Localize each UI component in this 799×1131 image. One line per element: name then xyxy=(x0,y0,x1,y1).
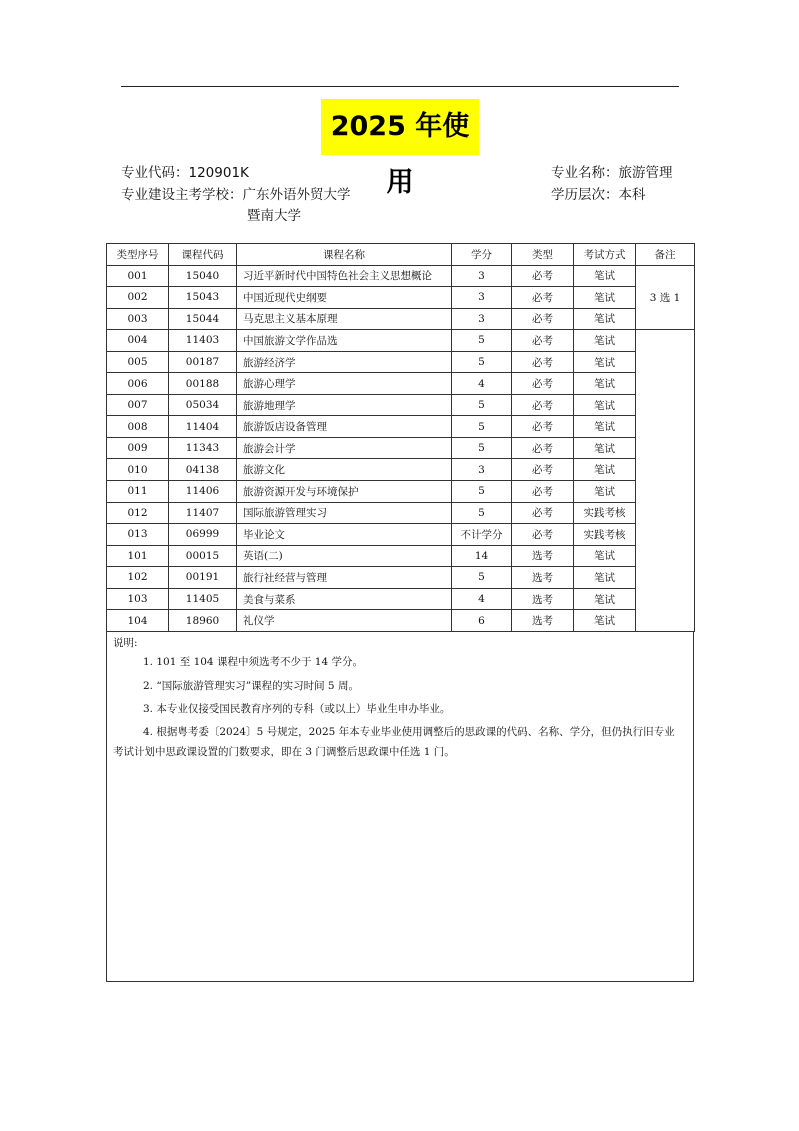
cell-seq: 008 xyxy=(107,416,169,438)
cell-credit: 5 xyxy=(452,437,512,459)
note-item: 4. 根据粤考委〔2024〕5 号规定，2025 年本专业毕业使用调整后的思政课的代码、名称、学分，但仍执行旧专业考试计划中思政课设置的门数要求，即在 3 门调整后思政课中任选 1 门。 xyxy=(113,726,675,758)
cell-credit: 5 xyxy=(452,416,512,438)
cell-type: 选考 xyxy=(512,567,574,589)
cell-code: 04138 xyxy=(169,459,237,481)
cell-seq: 102 xyxy=(107,567,169,589)
col-header-seq: 类型序号 xyxy=(107,244,169,266)
table-row xyxy=(107,351,695,373)
col-header-credit: 学分 xyxy=(452,244,512,266)
cell-seq: 011 xyxy=(107,481,169,503)
cell-name: 国际旅游管理实习 xyxy=(237,502,452,524)
cell-code: 11406 xyxy=(169,481,237,503)
school-name-2: 暨南大学 xyxy=(247,208,301,224)
cell-credit: 5 xyxy=(452,502,512,524)
cell-exam: 笔试 xyxy=(574,373,636,395)
cell-code: 18960 xyxy=(169,610,237,632)
cell-seq: 104 xyxy=(107,610,169,632)
table-row xyxy=(107,502,695,524)
cell-seq: 007 xyxy=(107,394,169,416)
cell-name: 旅游饭店设备管理 xyxy=(237,416,452,438)
table-header-row xyxy=(107,244,695,266)
cell-exam: 实践考核 xyxy=(574,502,636,524)
cell-exam: 笔试 xyxy=(574,545,636,567)
cell-type: 必考 xyxy=(512,265,574,287)
cell-credit: 5 xyxy=(452,567,512,589)
cell-name: 旅游心理学 xyxy=(237,373,452,395)
col-header-remark: 备注 xyxy=(636,244,695,266)
cell-credit: 4 xyxy=(452,373,512,395)
cell-type: 必考 xyxy=(512,394,574,416)
cell-seq: 103 xyxy=(107,588,169,610)
cell-name: 旅游文化 xyxy=(237,459,452,481)
note-item: 1. 101 至 104 课程中须选考不少于 14 学分。 xyxy=(143,656,363,668)
cell-type: 必考 xyxy=(512,330,574,352)
cell-seq: 012 xyxy=(107,502,169,524)
cell-code: 00191 xyxy=(169,567,237,589)
notes-box xyxy=(106,632,694,982)
cell-exam: 笔试 xyxy=(574,351,636,373)
cell-code: 06999 xyxy=(169,524,237,546)
cell-name: 礼仪学 xyxy=(237,610,452,632)
cell-remark-choose-one: 3 选 1 xyxy=(636,265,695,330)
table-row xyxy=(107,437,695,459)
cell-credit: 5 xyxy=(452,330,512,352)
table-row xyxy=(107,567,695,589)
cell-credit: 不计学分 xyxy=(452,524,512,546)
col-header-type: 类型 xyxy=(512,244,574,266)
cell-credit: 5 xyxy=(452,351,512,373)
school-label: 专业建设主考学校：广东外语外贸大学 xyxy=(121,187,351,203)
cell-code: 11403 xyxy=(169,330,237,352)
cell-type: 必考 xyxy=(512,524,574,546)
table-row xyxy=(107,481,695,503)
cell-seq: 006 xyxy=(107,373,169,395)
cell-exam: 笔试 xyxy=(574,437,636,459)
cell-type: 必考 xyxy=(512,481,574,503)
cell-type: 必考 xyxy=(512,459,574,481)
table-row xyxy=(107,308,695,330)
cell-type: 选考 xyxy=(512,610,574,632)
cell-seq: 013 xyxy=(107,524,169,546)
cell-exam: 实践考核 xyxy=(574,524,636,546)
cell-code: 11407 xyxy=(169,502,237,524)
col-header-name: 课程名称 xyxy=(237,244,452,266)
cell-exam: 笔试 xyxy=(574,567,636,589)
cell-seq: 002 xyxy=(107,287,169,309)
cell-exam: 笔试 xyxy=(574,394,636,416)
cell-credit: 3 xyxy=(452,459,512,481)
cell-exam: 笔试 xyxy=(574,610,636,632)
cell-name: 习近平新时代中国特色社会主义思想概论 xyxy=(237,265,452,287)
cell-exam: 笔试 xyxy=(574,330,636,352)
cell-exam: 笔试 xyxy=(574,308,636,330)
table-row xyxy=(107,394,695,416)
note-item: 3. 本专业仅接受国民教育序列的专科（或以上）毕业生申办毕业。 xyxy=(143,703,451,715)
cell-seq: 009 xyxy=(107,437,169,459)
table-row xyxy=(107,416,695,438)
major-name: 专业名称：旅游管理 xyxy=(551,165,673,181)
cell-name: 马克思主义基本原理 xyxy=(237,308,452,330)
cell-code: 15044 xyxy=(169,308,237,330)
cell-type: 选考 xyxy=(512,545,574,567)
cell-code: 11405 xyxy=(169,588,237,610)
cell-remark-empty xyxy=(636,330,695,632)
cell-name: 中国近现代史纲要 xyxy=(237,287,452,309)
course-table xyxy=(106,243,695,632)
cell-code: 00188 xyxy=(169,373,237,395)
cell-name: 旅游经济学 xyxy=(237,351,452,373)
cell-type: 必考 xyxy=(512,373,574,395)
cell-name: 旅行社经营与管理 xyxy=(237,567,452,589)
cell-type: 必考 xyxy=(512,502,574,524)
table-row xyxy=(107,545,695,567)
cell-credit: 3 xyxy=(452,287,512,309)
cell-seq: 010 xyxy=(107,459,169,481)
note-item: 2. “国际旅游管理实习”课程的实习时间 5 周。 xyxy=(143,680,359,692)
cell-type: 选考 xyxy=(512,588,574,610)
cell-exam: 笔试 xyxy=(574,459,636,481)
table-row xyxy=(107,588,695,610)
cell-exam: 笔试 xyxy=(574,265,636,287)
cell-code: 11343 xyxy=(169,437,237,459)
cell-exam: 笔试 xyxy=(574,588,636,610)
cell-credit: 6 xyxy=(452,610,512,632)
cell-credit: 5 xyxy=(452,394,512,416)
education-level: 学历层次：本科 xyxy=(551,187,646,203)
table-row xyxy=(107,287,695,309)
cell-credit: 4 xyxy=(452,588,512,610)
cell-name: 旅游资源开发与环境保护 xyxy=(237,481,452,503)
cell-code: 05034 xyxy=(169,394,237,416)
cell-code: 00015 xyxy=(169,545,237,567)
cell-exam: 笔试 xyxy=(574,481,636,503)
major-code: 专业代码：120901K xyxy=(121,165,249,181)
cell-seq: 101 xyxy=(107,545,169,567)
table-row xyxy=(107,265,695,287)
table-row xyxy=(107,610,695,632)
table-row xyxy=(107,373,695,395)
cell-type: 必考 xyxy=(512,351,574,373)
table-row xyxy=(107,524,695,546)
table-row xyxy=(107,330,695,352)
col-header-code: 课程代码 xyxy=(169,244,237,266)
cell-code: 00187 xyxy=(169,351,237,373)
cell-code: 15040 xyxy=(169,265,237,287)
cell-seq: 001 xyxy=(107,265,169,287)
cell-credit: 14 xyxy=(452,545,512,567)
page-title: 2025 年使用 xyxy=(321,99,479,155)
top-rule xyxy=(121,86,679,87)
cell-type: 必考 xyxy=(512,287,574,309)
cell-code: 15043 xyxy=(169,287,237,309)
col-header-exam: 考试方式 xyxy=(574,244,636,266)
cell-seq: 003 xyxy=(107,308,169,330)
cell-credit: 3 xyxy=(452,265,512,287)
cell-type: 必考 xyxy=(512,437,574,459)
cell-exam: 笔试 xyxy=(574,287,636,309)
cell-name: 毕业论文 xyxy=(237,524,452,546)
cell-name: 中国旅游文学作品选 xyxy=(237,330,452,352)
cell-name: 英语(二) xyxy=(237,545,452,567)
notes-heading: 说明: xyxy=(113,637,138,649)
cell-code: 11404 xyxy=(169,416,237,438)
cell-name: 旅游地理学 xyxy=(237,394,452,416)
cell-type: 必考 xyxy=(512,416,574,438)
cell-seq: 005 xyxy=(107,351,169,373)
cell-exam: 笔试 xyxy=(574,416,636,438)
cell-credit: 3 xyxy=(452,308,512,330)
cell-name: 旅游会计学 xyxy=(237,437,452,459)
cell-name: 美食与菜系 xyxy=(237,588,452,610)
cell-type: 必考 xyxy=(512,308,574,330)
cell-credit: 5 xyxy=(452,481,512,503)
table-row xyxy=(107,459,695,481)
cell-seq: 004 xyxy=(107,330,169,352)
